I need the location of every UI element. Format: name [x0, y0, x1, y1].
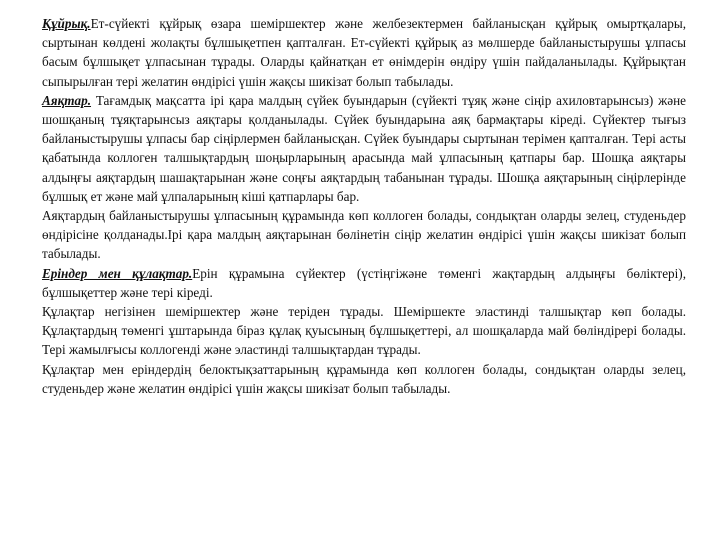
- document-page: [42, 14, 686, 398]
- paragraph-ears-lips-collagen: [42, 360, 686, 398]
- paragraph-lips-ears: [42, 264, 686, 302]
- section-heading-tail: Құйрық.: [42, 16, 91, 31]
- paragraph-text: Тағамдық мақсатта ірі қара малдың сүйек буындарын (сүйекті тұяқ және сіңір ахиловтарынсыз) және шошқаның тұяқтарынсыз аяқтары қолданылады. Сүйек буындарына аяқ бармақтары кіреді. Сүйектер тығыз байланыстырушы ұлпасы бар сіңірлермен байланысқан. Сүйек буындары сыртынан терімен қапталған. Тері асты қабатында коллоген талшықтардың шоңырларының арасында май ұлпасының қатпары бар. Шошқа аяқтары алдыңғы аяқтардың шашақтарынан және соңғы аяқтардың табанынан тұрады. Шошқа аяқтарының сіңірлерінде бұлшық ет және май ұлпаларының кіші қатпарлары бар.: [42, 92, 686, 204]
- section-heading-legs: Аяқтар.: [42, 92, 92, 108]
- paragraph-legs-connective-tissue: [42, 206, 686, 264]
- paragraph-legs: [42, 91, 686, 206]
- paragraph-text: Ерін құрамына сүйектер (үстіңгіжәне төменгі жақтардың алдыңғы бөліктері), бұлшықеттер және тері кіреді.: [42, 265, 686, 300]
- section-heading-lips-ears: Еріндер мен құлақтар.: [42, 265, 193, 281]
- paragraph-text: Құлақтар негізінен шеміршектер және теріден тұрады. Шеміршекте эластинді талшықтар көп болады. Құлақтардың төменгі ұштарында біраз құлақ қуысының бұлшықеттері, ал шошқаларда май бөліндірері болады. Тері жамылғысы коллогенді және эластинді талшықтардан тұрады.: [42, 304, 686, 358]
- paragraph-tail: [42, 14, 686, 91]
- paragraph-ears: [42, 302, 686, 360]
- paragraph-text: Аяқтардың байланыстырушы ұлпасының құрамында көп коллоген болады, сондықтан оларды зелец, студеньдер өндірісіне қолданады.Ірі қара малдың аяқтарынан бөлінетін сіңір желатин өндірісі үшін жақсы шикізат болып табылады.: [42, 208, 686, 262]
- paragraph-text: Құлақтар мен еріндердің белоктықзаттарының құрамында көп коллоген болады, сондықтан оларды зелец, студеньдер және желатин өндірісі үшін жақсы шикізат болып табылады.: [42, 361, 686, 396]
- paragraph-text: Ет-сүйекті құйрық өзара шеміршектер және желбезектермен байланысқан құйрық омыртқалары, сыртынан көлдені жолақты бұлшықетпен қапталған. Ет-сүйекті құйрық аз мөлшерде байланыстырушы ұлпасы басым бұлшықет ұлпасынан тұрады. Оларды қайнатқан ет өнімдерін өндіру үшін пайдаланылады. Құйрықтан сыпырылған тері желатин өндірісі үшін жақсы шикізат болып табылады.: [42, 16, 686, 89]
